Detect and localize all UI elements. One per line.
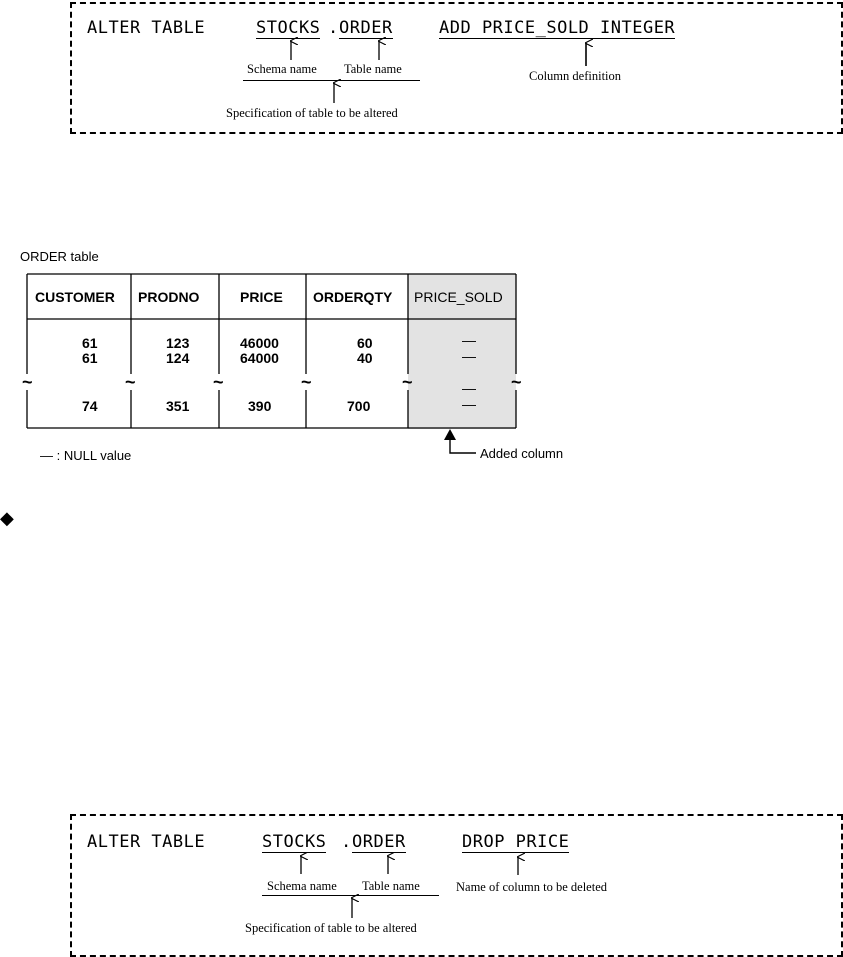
drop-column-clause: DROP PRICE [462, 832, 570, 852]
null-legend: — : NULL value [40, 448, 132, 463]
table-name: ORDER [339, 18, 393, 38]
label-column-to-delete: Name of column to be deleted [456, 880, 607, 894]
cell-r1-price: 46000 [240, 335, 279, 351]
cell-r3-prodno: 351 [166, 398, 190, 414]
add-column-clause: ADD PRICE_SOLD INTEGER [439, 18, 676, 38]
added-column-label: Added column [480, 446, 564, 461]
cell-gap-price-sold: — [462, 380, 476, 396]
cell-r1-orderqty: 60 [357, 335, 373, 351]
break-mark-5: ~ [402, 372, 413, 392]
col-header-orderqty: ORDERQTY [313, 289, 393, 305]
break-mark-4: ~ [301, 372, 312, 392]
break-mark-1: ~ [22, 372, 33, 392]
label-schema-name: Schema name [247, 62, 317, 76]
cell-r2-orderqty: 40 [357, 350, 373, 366]
col-header-prodno: PRODNO [138, 289, 200, 305]
break-mark-6: ~ [511, 372, 522, 392]
cell-r3-price-sold: — [462, 396, 476, 412]
cell-r1-customer: 61 [82, 335, 98, 351]
break-mark-3: ~ [213, 372, 224, 392]
label-column-definition: Column definition [529, 69, 622, 83]
cell-r3-price: 390 [248, 398, 272, 414]
cell-r1-price-sold: — [462, 332, 476, 348]
table-name-2: ORDER [352, 832, 406, 852]
label-schema-name-2: Schema name [267, 879, 337, 893]
cell-r2-price: 64000 [240, 350, 279, 366]
cell-r2-customer: 61 [82, 350, 98, 366]
dot-separator: . [328, 18, 339, 38]
break-mark-2: ~ [125, 372, 136, 392]
diamond-bullet-icon: ◆ [0, 508, 14, 528]
dot-separator-2: . [341, 832, 352, 852]
col-header-price: PRICE [240, 289, 283, 305]
label-spec-table-2: Specification of table to be altered [245, 921, 417, 935]
keyword-alter-table: ALTER TABLE [87, 18, 206, 38]
keyword-alter-table-2: ALTER TABLE [87, 832, 206, 852]
schema-name-2: STOCKS [262, 832, 327, 852]
col-header-customer: CUSTOMER [35, 289, 115, 305]
table-lines [27, 274, 516, 428]
cell-r3-orderqty: 700 [347, 398, 371, 414]
label-spec-table: Specification of table to be altered [226, 106, 398, 120]
col-header-price-sold: PRICE_SOLD [414, 289, 503, 305]
table-caption: ORDER table [20, 249, 99, 264]
label-table-name: Table name [344, 62, 402, 76]
cell-r2-price-sold: — [462, 348, 476, 364]
label-table-name-2: Table name [362, 879, 420, 893]
cell-r1-prodno: 123 [166, 335, 190, 351]
arrow-added-column [450, 432, 476, 453]
cell-r3-customer: 74 [82, 398, 98, 414]
schema-name: STOCKS [256, 18, 321, 38]
cell-r2-prodno: 124 [166, 350, 190, 366]
